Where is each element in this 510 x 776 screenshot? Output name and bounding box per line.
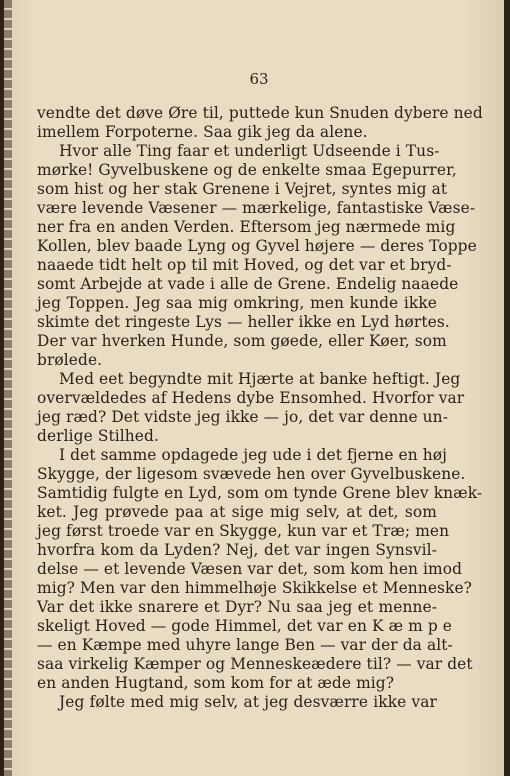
text-line: jeg først troede var en Skygge, kun var et Træ; men bbox=[37, 522, 450, 540]
text-line: Hvor alle Ting faar et underligt Udseende i Tus- bbox=[59, 142, 440, 160]
text-line: naaede tidt helt op til mit Hoved, og det var et bryd- bbox=[37, 256, 452, 274]
text-line: være levende Væsener — mærkelige, fantastiske Væse- bbox=[37, 199, 476, 217]
text-line: jeg ræd? Det vidste jeg ikke — jo, det var denne un- bbox=[37, 408, 448, 426]
page-edge bbox=[4, 0, 12, 776]
text-line: — en Kæmpe med uhyre lange Ben — var der da alt- bbox=[37, 636, 453, 654]
page-number: 63 bbox=[249, 70, 269, 88]
text-line: ner fra en anden Verden. Eftersom jeg nærmede mig bbox=[37, 218, 456, 236]
text-line: hvorfra kom da Lyden? Nej, det var ingen Synsvil- bbox=[37, 541, 437, 559]
text-line: overvældedes af Hedens dybe Ensomhed. Hvorfor var bbox=[37, 389, 465, 407]
text-line: Samtidig fulgte en Lyd, som om tynde Grene blev knæk- bbox=[37, 484, 483, 502]
text-line: derlige Stilhed. bbox=[37, 427, 159, 445]
text-line: imellem Forpoterne. Saa gik jeg da alene. bbox=[37, 123, 368, 141]
text-line: mig? Men var den himmelhøje Skikkelse et Menneske? bbox=[37, 579, 473, 597]
text-line: Skygge, der ligesom svævede hen over Gyvelbuskene. bbox=[37, 465, 466, 483]
text-line: en anden Hugtand, som kom for at æde mig? bbox=[37, 674, 395, 692]
text-line: vendte det døve Øre til, puttede kun Snuden dybere ned bbox=[37, 104, 483, 122]
text-line: somt Arbejde at vade i alle de Grene. Endelig naaede bbox=[37, 275, 459, 293]
text-line: Kollen, blev baade Lyng og Gyvel højere — deres Toppe bbox=[37, 237, 477, 255]
text-line: Jeg følte med mig selv, at jeg desværre ikke var bbox=[59, 693, 437, 711]
text-line: Var det ikke snarere et Dyr? Nu saa jeg et menne- bbox=[37, 598, 437, 616]
text-line: mørke! Gyvelbuskene og de enkelte smaa Egepurrer, bbox=[37, 161, 457, 179]
text-line: som hist og her stak Grenene i Vejret, syntes mig at bbox=[37, 180, 448, 198]
text-line: ket. Jeg prøvede paa at sige mig selv, at det, som bbox=[37, 503, 437, 521]
text-line: brølede. bbox=[37, 351, 103, 369]
text-line: skimte det ringeste Lys — heller ikke en Lyd hørtes. bbox=[37, 313, 450, 331]
body-text bbox=[37, 104, 483, 712]
text-line: I det samme opdagede jeg ude i det fjerne en høj bbox=[59, 446, 447, 464]
text-line: skeligt Hoved — gode Himmel, det var en K æ m p e bbox=[37, 617, 452, 635]
text-line: Der var hverken Hunde, som gøede, eller Køer, som bbox=[37, 332, 447, 350]
text-line: saa virkelig Kæmper og Menneskeædere til? — var det bbox=[37, 655, 473, 673]
text-line: delse — et levende Væsen var det, som kom hen imod bbox=[37, 560, 463, 578]
text-line: Med eet begyndte mit Hjærte at banke heftigt. Jeg bbox=[59, 370, 461, 388]
book-page bbox=[4, 0, 504, 776]
text-line: jeg Toppen. Jeg saa mig omkring, men kunde ikke bbox=[37, 294, 437, 312]
